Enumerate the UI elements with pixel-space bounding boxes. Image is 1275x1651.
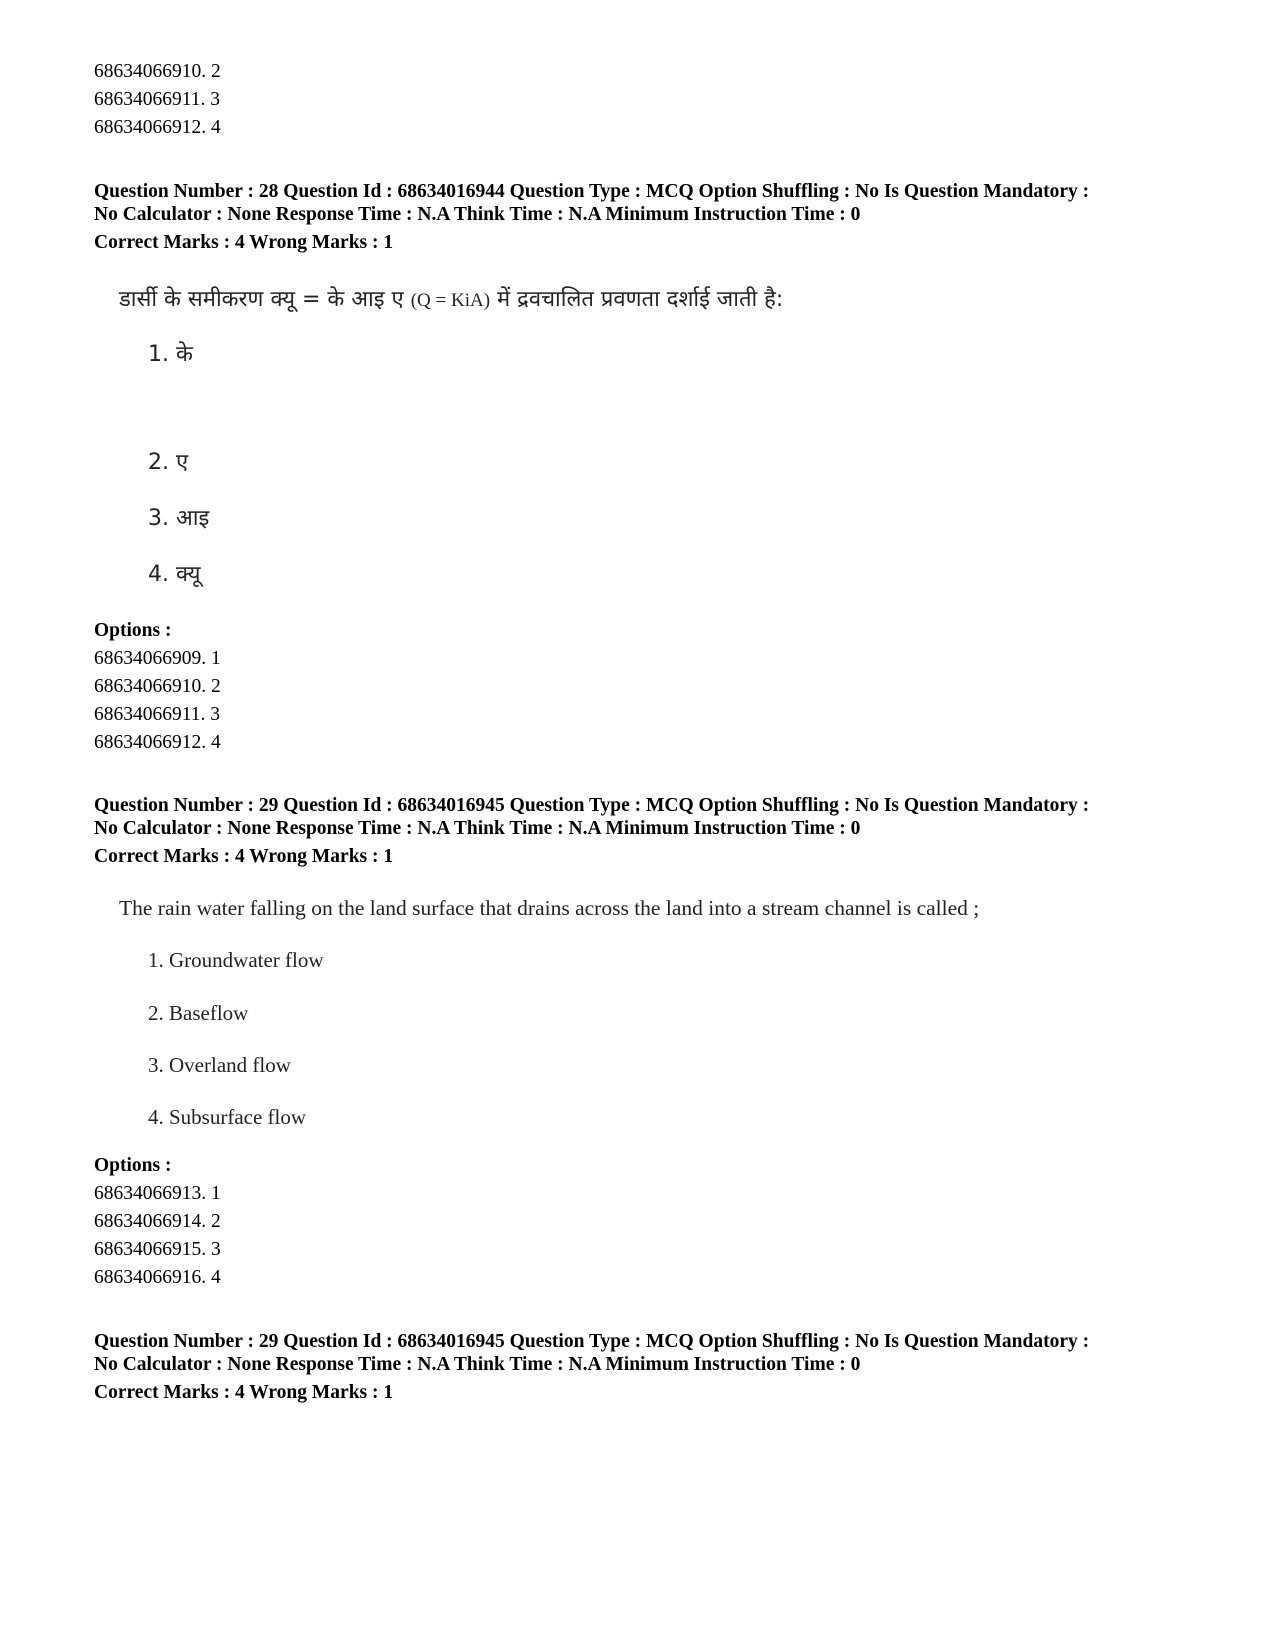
q28-option-4: 68634066912. 4	[94, 732, 221, 753]
q28-options-label: Options :	[94, 620, 172, 641]
q28-choice-3: 3. आइ	[148, 506, 210, 531]
q29-choice-2: 2. Baseflow	[148, 1001, 249, 1025]
q28-header-line1: Question Number : 28 Question Id : 68634016944 Question Type : MCQ Option Shuffling : No Is Question Mandatory :	[94, 181, 1090, 202]
q29-question-text: The rain water falling on the land surface that drains across the land into a stream channel is called ;	[119, 896, 980, 920]
q29-choice-3: 3. Overland flow	[148, 1053, 291, 1077]
q29-options-label: Options :	[94, 1155, 172, 1176]
option-value: 4	[211, 117, 221, 138]
q28-choice-2: 2. ए	[148, 450, 189, 475]
q28-question-text	[119, 286, 783, 315]
q28-question-pre: डार्सी के समीकरण क्यू = के आइ ए	[119, 287, 411, 312]
q28-header-line2: No Calculator : None Response Time : N.A Think Time : N.A Minimum Instruction Time : 0	[94, 204, 861, 225]
q29-option-4: 68634066916. 4	[94, 1267, 221, 1288]
option-id: 68634066912	[94, 117, 202, 138]
q29b-marks: Correct Marks : 4 Wrong Marks : 1	[94, 1382, 394, 1403]
top-option-1: 68634066910. 2	[94, 61, 221, 82]
q28-option-1: 68634066909. 1	[94, 648, 221, 669]
q28-choice-1: 1. के	[148, 342, 193, 367]
option-id: 68634066911	[94, 89, 201, 110]
option-value: 2	[211, 61, 221, 82]
q28-choice-4: 4. क्यू	[148, 562, 201, 587]
q29-option-2: 68634066914. 2	[94, 1211, 221, 1232]
q29-choice-1: 1. Groundwater flow	[148, 948, 324, 972]
q29-option-3: 68634066915. 3	[94, 1239, 221, 1260]
option-value: 3	[210, 89, 221, 110]
top-option-2: 68634066911. 3	[94, 89, 221, 110]
q29b-header-line2: No Calculator : None Response Time : N.A Think Time : N.A Minimum Instruction Time : 0	[94, 1354, 861, 1375]
q29-header-line2: No Calculator : None Response Time : N.A Think Time : N.A Minimum Instruction Time : 0	[94, 818, 861, 839]
q29-marks: Correct Marks : 4 Wrong Marks : 1	[94, 846, 394, 867]
q29-choice-4: 4. Subsurface flow	[148, 1105, 307, 1129]
q29b-header-line1: Question Number : 29 Question Id : 68634016945 Question Type : MCQ Option Shuffling : No Is Question Mandatory :	[94, 1331, 1090, 1352]
q28-question-post: में द्रवचालित प्रवणता दर्शाई जाती है:	[490, 287, 784, 312]
q28-question-formula: (Q = KiA)	[410, 290, 491, 311]
q28-marks: Correct Marks : 4 Wrong Marks : 1	[94, 232, 394, 253]
q28-option-2: 68634066910. 2	[94, 676, 221, 697]
q29-header-line1: Question Number : 29 Question Id : 68634016945 Question Type : MCQ Option Shuffling : No Is Question Mandatory :	[94, 795, 1090, 816]
option-id: 68634066910	[94, 61, 202, 82]
q28-option-3: 68634066911. 3	[94, 704, 221, 725]
q29-option-1: 68634066913. 1	[94, 1183, 221, 1204]
top-option-3: 68634066912. 4	[94, 117, 221, 138]
